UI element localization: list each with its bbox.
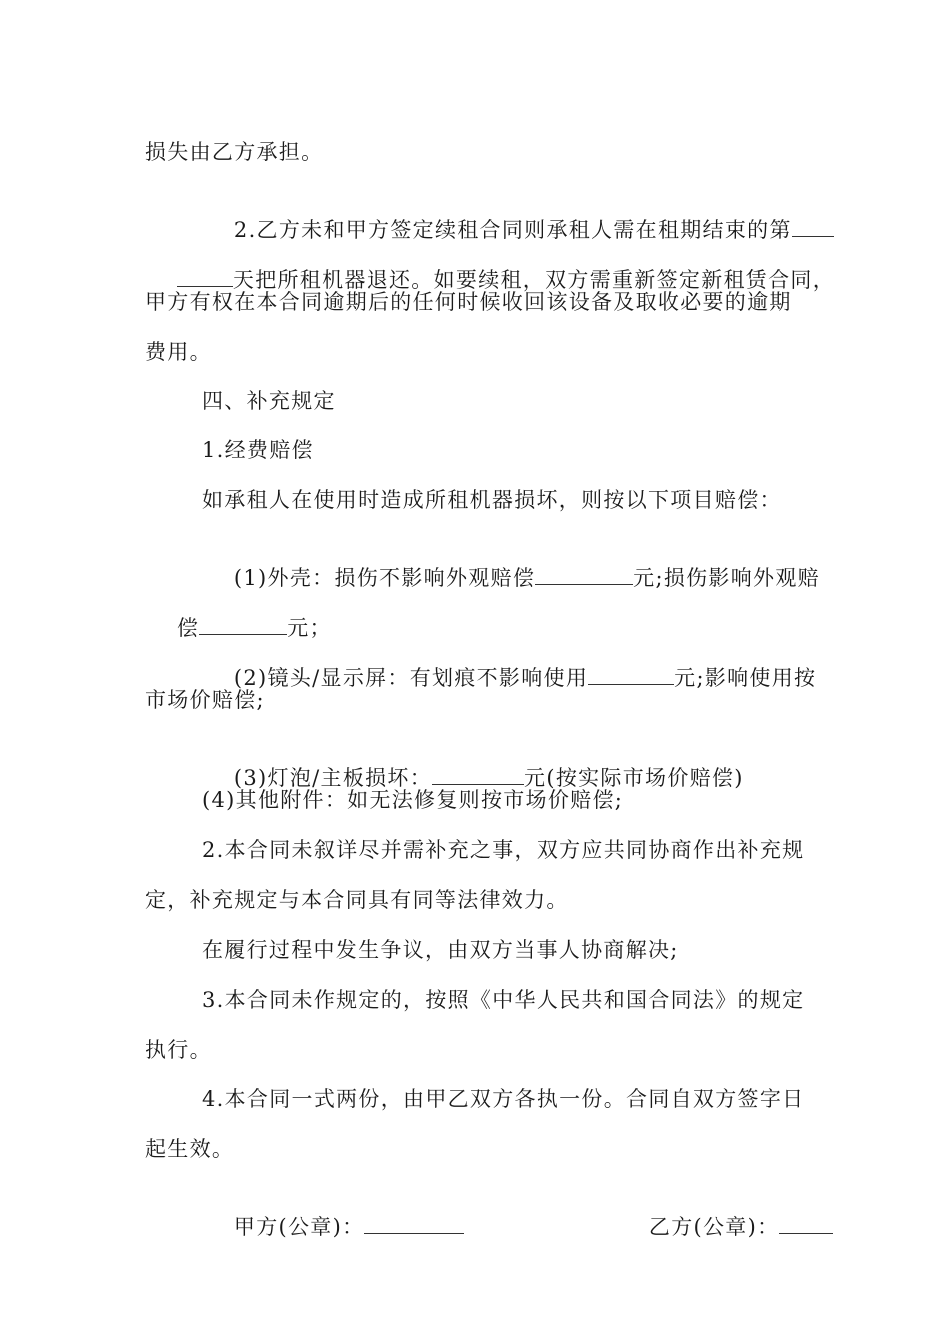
blank-field <box>588 664 674 685</box>
paragraph-line: 2.本合同未叙详尽并需补充之事，双方应共同协商作出补充规 <box>202 838 805 862</box>
paragraph-line: 损失由乙方承担。 <box>145 140 324 164</box>
subsection-heading: 1.经费赔偿 <box>202 438 314 462</box>
blank-field <box>779 1213 833 1234</box>
paragraph-line: 市场价赔偿; <box>145 688 265 712</box>
paragraph-line <box>202 636 816 720</box>
party-b-signature <box>617 1185 833 1269</box>
blank-field <box>432 764 524 785</box>
blank-field <box>177 266 233 287</box>
text-run: 偿 <box>176 616 200 640</box>
paragraph-line: 如承租人在使用时造成所租机器损坏，则按以下项目赔偿： <box>202 488 782 512</box>
party-a-signature <box>202 1185 464 1269</box>
text-run: (3)灯泡/主板损坏： <box>233 766 433 790</box>
signature-label: 甲方(公章)： <box>233 1215 365 1239</box>
paragraph-line: 执行。 <box>145 1038 212 1062</box>
blank-field <box>199 614 287 635</box>
paragraph-line: 定，补充规定与本合同具有同等法律效力。 <box>145 888 569 912</box>
paragraph-line: 甲方有权在本合同逾期后的任何时候收回该设备及取收必要的逾期 <box>145 290 792 314</box>
text-run: (2)镜头/显示屏：有划痕不影响使用 <box>233 666 589 690</box>
paragraph-line: 在履行过程中发生争议，由双方当事人协商解决; <box>202 938 679 962</box>
paragraph-line: 费用。 <box>145 340 212 364</box>
blank-field <box>364 1213 464 1234</box>
text-run: 元;损伤影响外观赔 <box>633 566 820 590</box>
signature-label: 乙方(公章)： <box>648 1215 780 1239</box>
blank-field <box>535 564 633 585</box>
text-run: 元(按实际市场价赔偿) <box>524 766 744 790</box>
text-run: 2.乙方未和甲方签定续租合同则承租人需在租期结束的第 <box>233 218 792 242</box>
paragraph-line: 起生效。 <box>145 1137 235 1161</box>
text-run: 天把所租机器退还。如要续租，双方需重新签定新租赁合同， <box>232 268 836 292</box>
paragraph-line: (4)其他附件：如无法修复则按市场价赔偿; <box>202 788 624 812</box>
text-run: 元； <box>287 616 332 640</box>
paragraph-line: 4.本合同一式两份，由甲乙双方各执一份。合同自双方签字日 <box>202 1087 805 1111</box>
section-heading: 四、补充规定 <box>202 389 336 413</box>
text-run: 元;影响使用按 <box>674 666 817 690</box>
paragraph-line: 3.本合同未作规定的，按照《中华人民共和国合同法》的规定 <box>202 988 805 1012</box>
blank-field <box>792 216 834 237</box>
text-run: (1)外壳：损伤不影响外观赔偿 <box>233 566 536 590</box>
